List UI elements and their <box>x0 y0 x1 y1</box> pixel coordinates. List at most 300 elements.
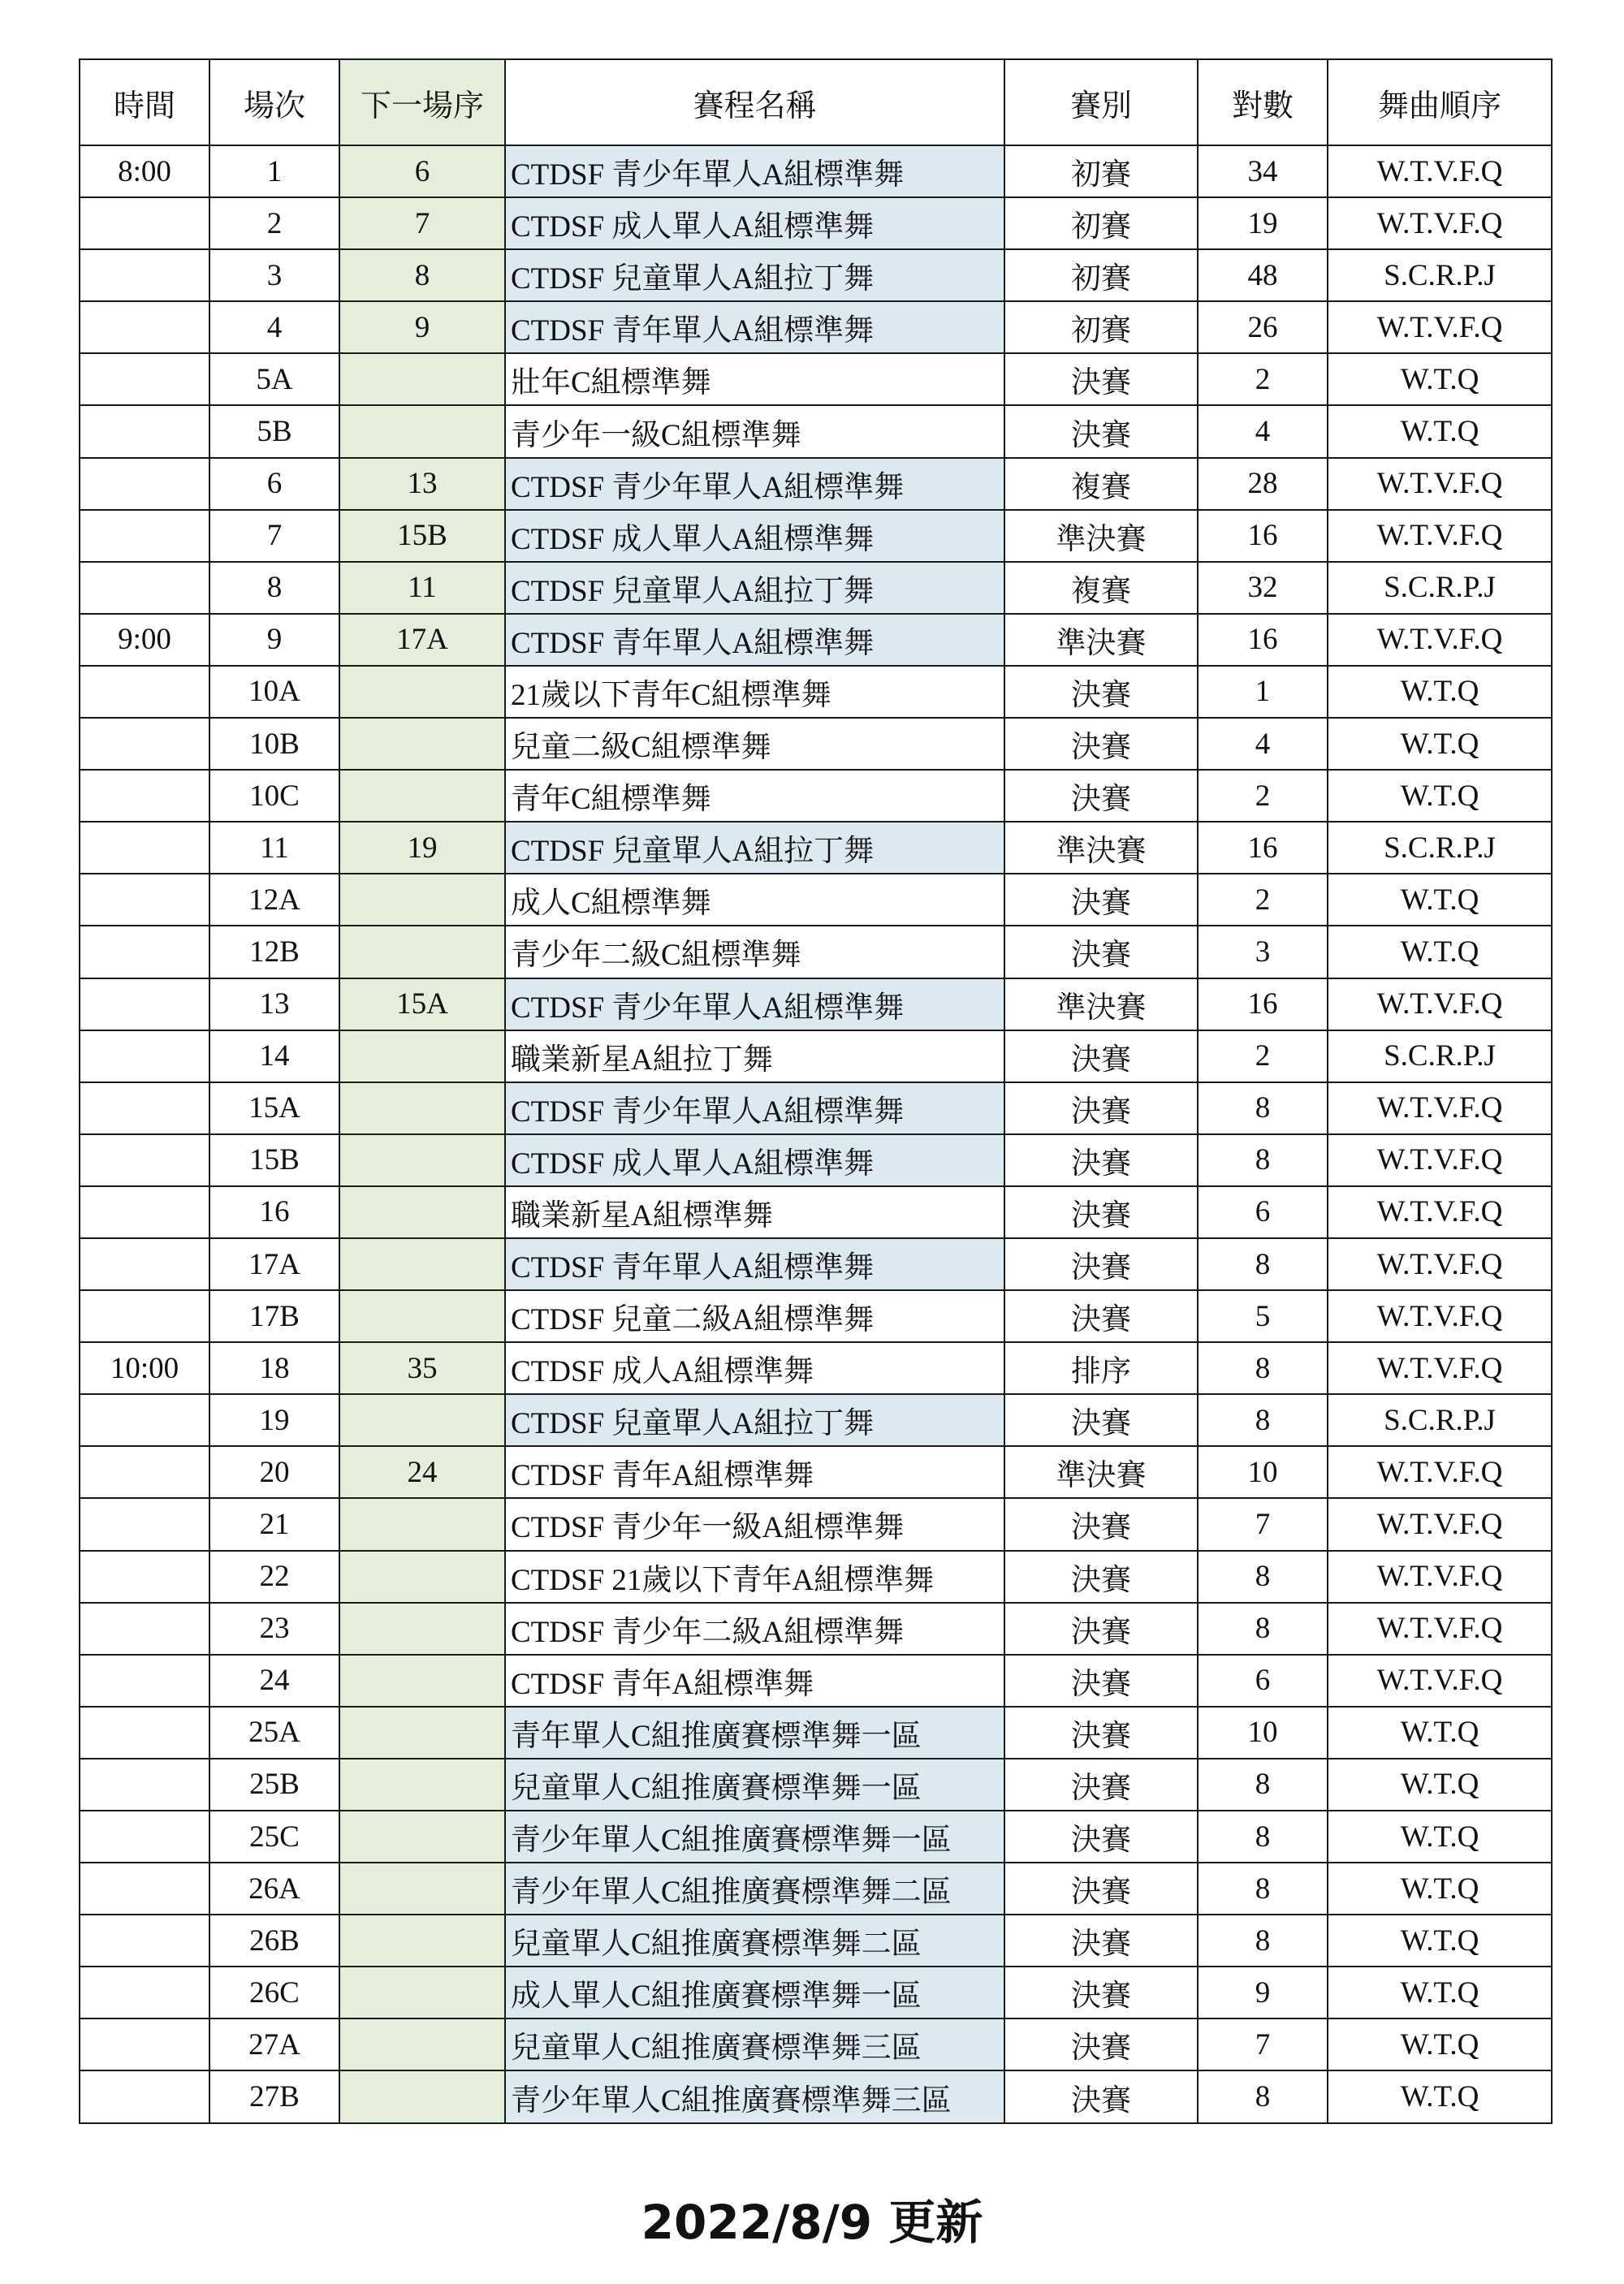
cell-next-session <box>339 1967 505 2018</box>
cell-event-name: 青少年單人C組推廣賽標準舞三區 <box>505 2070 1004 2122</box>
cell-pairs: 8 <box>1198 1342 1328 1394</box>
header-round: 賽別 <box>1004 59 1198 145</box>
cell-session: 2 <box>209 197 339 249</box>
cell-next-session: 13 <box>339 458 505 510</box>
table-row <box>80 666 1552 718</box>
cell-session: 4 <box>209 301 339 353</box>
cell-round: 決賽 <box>1004 1863 1198 1915</box>
cell-dance-order: W.T.Q <box>1328 1811 1552 1863</box>
cell-session: 17B <box>209 1290 339 1342</box>
table-row <box>80 718 1552 770</box>
cell-event-name: CTDSF 青年單人A組標準舞 <box>505 1238 1004 1290</box>
cell-next-session <box>339 874 505 926</box>
cell-session: 1 <box>209 145 339 197</box>
table-row <box>80 1707 1552 1759</box>
cell-time <box>80 1446 209 1498</box>
cell-round: 決賽 <box>1004 405 1198 457</box>
cell-session: 12B <box>209 926 339 978</box>
cell-time <box>80 1551 209 1603</box>
cell-session: 25C <box>209 1811 339 1863</box>
table-row <box>80 405 1552 457</box>
table-row <box>80 353 1552 405</box>
cell-next-session: 24 <box>339 1446 505 1498</box>
cell-pairs: 8 <box>1198 1082 1328 1134</box>
cell-next-session: 6 <box>339 145 505 197</box>
table-row <box>80 822 1552 874</box>
cell-session: 13 <box>209 978 339 1030</box>
cell-session: 24 <box>209 1655 339 1707</box>
cell-time <box>80 562 209 614</box>
cell-session: 27A <box>209 2018 339 2070</box>
cell-round: 準決賽 <box>1004 978 1198 1030</box>
header-row <box>80 59 1552 145</box>
header-next-session: 下一場序 <box>339 59 505 145</box>
table-row <box>80 1446 1552 1498</box>
cell-session: 20 <box>209 1446 339 1498</box>
cell-event-name: 成人單人C組推廣賽標準舞一區 <box>505 1967 1004 2018</box>
cell-next-session <box>339 1238 505 1290</box>
cell-session: 10B <box>209 718 339 770</box>
cell-round: 初賽 <box>1004 197 1198 249</box>
cell-next-session <box>339 1655 505 1707</box>
cell-round: 初賽 <box>1004 145 1198 197</box>
cell-dance-order: W.T.V.F.Q <box>1328 1446 1552 1498</box>
cell-event-name: 兒童二級C組標準舞 <box>505 718 1004 770</box>
table-row <box>80 1498 1552 1550</box>
cell-dance-order: W.T.V.F.Q <box>1328 145 1552 197</box>
cell-pairs: 16 <box>1198 510 1328 562</box>
cell-next-session: 19 <box>339 822 505 874</box>
table-row <box>80 1394 1552 1446</box>
cell-time: 9:00 <box>80 614 209 666</box>
table-row <box>80 197 1552 249</box>
cell-dance-order: W.T.Q <box>1328 353 1552 405</box>
cell-session: 5B <box>209 405 339 457</box>
table-row <box>80 1915 1552 1967</box>
cell-event-name: 青年單人C組推廣賽標準舞一區 <box>505 1707 1004 1759</box>
cell-dance-order: W.T.V.F.Q <box>1328 1238 1552 1290</box>
table-row <box>80 1863 1552 1915</box>
cell-dance-order: W.T.V.F.Q <box>1328 1134 1552 1186</box>
cell-pairs: 8 <box>1198 1811 1328 1863</box>
cell-session: 10A <box>209 666 339 718</box>
cell-pairs: 7 <box>1198 1498 1328 1550</box>
cell-pairs: 32 <box>1198 562 1328 614</box>
cell-time <box>80 405 209 457</box>
cell-pairs: 2 <box>1198 874 1328 926</box>
cell-round: 決賽 <box>1004 926 1198 978</box>
cell-dance-order: W.T.V.F.Q <box>1328 1551 1552 1603</box>
cell-pairs: 8 <box>1198 1759 1328 1811</box>
cell-next-session <box>339 1603 505 1655</box>
cell-round: 決賽 <box>1004 770 1198 822</box>
cell-round: 決賽 <box>1004 2070 1198 2122</box>
table-row <box>80 145 1552 197</box>
cell-dance-order: W.T.V.F.Q <box>1328 1342 1552 1394</box>
cell-next-session <box>339 718 505 770</box>
header-pairs: 對數 <box>1198 59 1328 145</box>
cell-round: 決賽 <box>1004 1967 1198 2018</box>
cell-time <box>80 822 209 874</box>
cell-dance-order: S.C.R.P.J <box>1328 1030 1552 1082</box>
cell-next-session <box>339 1394 505 1446</box>
cell-event-name: 成人C組標準舞 <box>505 874 1004 926</box>
cell-time <box>80 926 209 978</box>
cell-event-name: 職業新星A組標準舞 <box>505 1186 1004 1238</box>
cell-time <box>80 1915 209 1967</box>
cell-round: 準決賽 <box>1004 510 1198 562</box>
cell-time <box>80 718 209 770</box>
cell-pairs: 26 <box>1198 301 1328 353</box>
cell-round: 決賽 <box>1004 1811 1198 1863</box>
cell-next-session <box>339 1863 505 1915</box>
cell-time <box>80 874 209 926</box>
cell-dance-order: S.C.R.P.J <box>1328 562 1552 614</box>
cell-pairs: 9 <box>1198 1967 1328 2018</box>
cell-pairs: 8 <box>1198 1863 1328 1915</box>
cell-session: 27B <box>209 2070 339 2122</box>
cell-session: 23 <box>209 1603 339 1655</box>
header-event-name: 賽程名稱 <box>505 59 1004 145</box>
cell-time <box>80 666 209 718</box>
cell-round: 初賽 <box>1004 249 1198 301</box>
cell-round: 準決賽 <box>1004 822 1198 874</box>
cell-round: 決賽 <box>1004 666 1198 718</box>
cell-pairs: 6 <box>1198 1655 1328 1707</box>
cell-session: 15A <box>209 1082 339 1134</box>
cell-next-session <box>339 926 505 978</box>
update-date: 2022/8/9 更新 <box>641 2195 983 2250</box>
cell-time <box>80 249 209 301</box>
schedule-body <box>80 145 1552 2123</box>
cell-time <box>80 353 209 405</box>
table-row <box>80 926 1552 978</box>
table-row <box>80 510 1552 562</box>
cell-pairs: 16 <box>1198 822 1328 874</box>
cell-session: 25A <box>209 1707 339 1759</box>
cell-time: 8:00 <box>80 145 209 197</box>
cell-session: 5A <box>209 353 339 405</box>
cell-session: 3 <box>209 249 339 301</box>
cell-next-session <box>339 1498 505 1550</box>
cell-round: 決賽 <box>1004 1394 1198 1446</box>
cell-next-session: 11 <box>339 562 505 614</box>
cell-dance-order: S.C.R.P.J <box>1328 249 1552 301</box>
cell-event-name: CTDSF 成人單人A組標準舞 <box>505 510 1004 562</box>
cell-session: 9 <box>209 614 339 666</box>
cell-round: 決賽 <box>1004 1082 1198 1134</box>
cell-dance-order: W.T.V.F.Q <box>1328 614 1552 666</box>
cell-dance-order: W.T.V.F.Q <box>1328 1603 1552 1655</box>
cell-pairs: 10 <box>1198 1446 1328 1498</box>
cell-pairs: 6 <box>1198 1186 1328 1238</box>
table-row <box>80 249 1552 301</box>
schedule-table <box>79 58 1553 2124</box>
cell-next-session <box>339 1186 505 1238</box>
cell-event-name: CTDSF 青年A組標準舞 <box>505 1446 1004 1498</box>
cell-event-name: 壯年C組標準舞 <box>505 353 1004 405</box>
cell-time <box>80 1290 209 1342</box>
table-row <box>80 2018 1552 2070</box>
cell-event-name: 兒童單人C組推廣賽標準舞一區 <box>505 1759 1004 1811</box>
cell-dance-order: W.T.Q <box>1328 1915 1552 1967</box>
cell-round: 決賽 <box>1004 1655 1198 1707</box>
table-row <box>80 1134 1552 1186</box>
cell-event-name: 青少年一級C組標準舞 <box>505 405 1004 457</box>
cell-next-session <box>339 1915 505 1967</box>
cell-time <box>80 1394 209 1446</box>
cell-session: 6 <box>209 458 339 510</box>
cell-event-name: CTDSF 青年單人A組標準舞 <box>505 614 1004 666</box>
cell-dance-order: W.T.Q <box>1328 2018 1552 2070</box>
cell-dance-order: W.T.V.F.Q <box>1328 458 1552 510</box>
table-row <box>80 874 1552 926</box>
table-row <box>80 1967 1552 2018</box>
cell-pairs: 28 <box>1198 458 1328 510</box>
cell-next-session <box>339 1290 505 1342</box>
cell-round: 決賽 <box>1004 1290 1198 1342</box>
cell-next-session: 17A <box>339 614 505 666</box>
cell-next-session: 7 <box>339 197 505 249</box>
cell-next-session <box>339 1759 505 1811</box>
cell-round: 決賽 <box>1004 1238 1198 1290</box>
cell-round: 決賽 <box>1004 1498 1198 1550</box>
cell-next-session <box>339 1134 505 1186</box>
cell-pairs: 19 <box>1198 197 1328 249</box>
cell-time <box>80 1238 209 1290</box>
cell-next-session: 15B <box>339 510 505 562</box>
cell-session: 11 <box>209 822 339 874</box>
cell-pairs: 7 <box>1198 2018 1328 2070</box>
cell-event-name: CTDSF 青少年二級A組標準舞 <box>505 1603 1004 1655</box>
cell-dance-order: W.T.V.F.Q <box>1328 1655 1552 1707</box>
cell-dance-order: W.T.Q <box>1328 405 1552 457</box>
cell-session: 18 <box>209 1342 339 1394</box>
cell-dance-order: W.T.Q <box>1328 874 1552 926</box>
cell-event-name: CTDSF 成人單人A組標準舞 <box>505 197 1004 249</box>
cell-pairs: 2 <box>1198 1030 1328 1082</box>
cell-time <box>80 2018 209 2070</box>
cell-event-name: CTDSF 青少年單人A組標準舞 <box>505 458 1004 510</box>
cell-round: 決賽 <box>1004 353 1198 405</box>
cell-next-session <box>339 2018 505 2070</box>
cell-next-session <box>339 1551 505 1603</box>
cell-time <box>80 1186 209 1238</box>
cell-next-session <box>339 1707 505 1759</box>
cell-pairs: 16 <box>1198 978 1328 1030</box>
table-row <box>80 1238 1552 1290</box>
cell-event-name: CTDSF 青年單人A組標準舞 <box>505 301 1004 353</box>
table-row <box>80 1342 1552 1394</box>
cell-next-session <box>339 405 505 457</box>
cell-event-name: CTDSF 青少年單人A組標準舞 <box>505 978 1004 1030</box>
cell-pairs: 10 <box>1198 1707 1328 1759</box>
cell-round: 決賽 <box>1004 718 1198 770</box>
cell-next-session <box>339 770 505 822</box>
cell-event-name: 職業新星A組拉丁舞 <box>505 1030 1004 1082</box>
table-row <box>80 614 1552 666</box>
cell-pairs: 8 <box>1198 1394 1328 1446</box>
cell-round: 決賽 <box>1004 1707 1198 1759</box>
table-row <box>80 458 1552 510</box>
cell-time <box>80 510 209 562</box>
cell-time <box>80 1863 209 1915</box>
cell-event-name: CTDSF 成人A組標準舞 <box>505 1342 1004 1394</box>
cell-time <box>80 1811 209 1863</box>
cell-pairs: 48 <box>1198 249 1328 301</box>
cell-event-name: CTDSF 兒童二級A組標準舞 <box>505 1290 1004 1342</box>
cell-next-session <box>339 666 505 718</box>
cell-round: 決賽 <box>1004 1551 1198 1603</box>
table-row <box>80 562 1552 614</box>
cell-dance-order: W.T.Q <box>1328 666 1552 718</box>
cell-time <box>80 1030 209 1082</box>
cell-event-name: CTDSF 21歲以下青年A組標準舞 <box>505 1551 1004 1603</box>
cell-session: 25B <box>209 1759 339 1811</box>
cell-next-session <box>339 1811 505 1863</box>
cell-session: 14 <box>209 1030 339 1082</box>
cell-dance-order: W.T.Q <box>1328 1759 1552 1811</box>
cell-round: 複賽 <box>1004 562 1198 614</box>
cell-time <box>80 197 209 249</box>
cell-pairs: 8 <box>1198 2070 1328 2122</box>
cell-event-name: 青少年單人C組推廣賽標準舞一區 <box>505 1811 1004 1863</box>
cell-time <box>80 1603 209 1655</box>
cell-time <box>80 1655 209 1707</box>
cell-time <box>80 301 209 353</box>
cell-session: 8 <box>209 562 339 614</box>
cell-dance-order: W.T.V.F.Q <box>1328 1290 1552 1342</box>
cell-dance-order: W.T.Q <box>1328 1967 1552 2018</box>
cell-dance-order: W.T.V.F.Q <box>1328 510 1552 562</box>
cell-event-name: CTDSF 成人單人A組標準舞 <box>505 1134 1004 1186</box>
cell-session: 16 <box>209 1186 339 1238</box>
cell-event-name: CTDSF 青少年單人A組標準舞 <box>505 145 1004 197</box>
cell-round: 決賽 <box>1004 1759 1198 1811</box>
cell-dance-order: W.T.V.F.Q <box>1328 301 1552 353</box>
cell-dance-order: W.T.Q <box>1328 926 1552 978</box>
cell-event-name: CTDSF 青少年一級A組標準舞 <box>505 1498 1004 1550</box>
cell-round: 排序 <box>1004 1342 1198 1394</box>
table-row <box>80 1186 1552 1238</box>
cell-pairs: 8 <box>1198 1238 1328 1290</box>
cell-next-session: 9 <box>339 301 505 353</box>
table-row <box>80 2070 1552 2122</box>
table-row <box>80 1811 1552 1863</box>
cell-session: 12A <box>209 874 339 926</box>
table-row <box>80 770 1552 822</box>
cell-session: 26A <box>209 1863 339 1915</box>
cell-pairs: 5 <box>1198 1290 1328 1342</box>
cell-pairs: 1 <box>1198 666 1328 718</box>
cell-dance-order: W.T.V.F.Q <box>1328 978 1552 1030</box>
cell-time <box>80 1967 209 2018</box>
cell-round: 決賽 <box>1004 874 1198 926</box>
header-session: 場次 <box>209 59 339 145</box>
cell-session: 26B <box>209 1915 339 1967</box>
cell-round: 初賽 <box>1004 301 1198 353</box>
cell-session: 7 <box>209 510 339 562</box>
cell-time <box>80 1759 209 1811</box>
cell-round: 決賽 <box>1004 1915 1198 1967</box>
cell-next-session: 35 <box>339 1342 505 1394</box>
cell-round: 決賽 <box>1004 1030 1198 1082</box>
cell-event-name: 青年C組標準舞 <box>505 770 1004 822</box>
cell-next-session <box>339 353 505 405</box>
cell-event-name: CTDSF 青少年單人A組標準舞 <box>505 1082 1004 1134</box>
cell-session: 10C <box>209 770 339 822</box>
cell-next-session: 8 <box>339 249 505 301</box>
cell-next-session: 15A <box>339 978 505 1030</box>
cell-dance-order: W.T.Q <box>1328 1707 1552 1759</box>
cell-event-name: CTDSF 兒童單人A組拉丁舞 <box>505 562 1004 614</box>
table-row <box>80 1082 1552 1134</box>
cell-next-session <box>339 1082 505 1134</box>
cell-next-session <box>339 2070 505 2122</box>
cell-session: 26C <box>209 1967 339 2018</box>
cell-event-name: 21歲以下青年C組標準舞 <box>505 666 1004 718</box>
cell-round: 決賽 <box>1004 1134 1198 1186</box>
cell-event-name: CTDSF 兒童單人A組拉丁舞 <box>505 822 1004 874</box>
table-row <box>80 1030 1552 1082</box>
cell-time <box>80 1498 209 1550</box>
cell-pairs: 16 <box>1198 614 1328 666</box>
cell-session: 21 <box>209 1498 339 1550</box>
cell-pairs: 4 <box>1198 405 1328 457</box>
cell-round: 決賽 <box>1004 1603 1198 1655</box>
cell-round: 準決賽 <box>1004 1446 1198 1498</box>
table-row <box>80 978 1552 1030</box>
cell-pairs: 3 <box>1198 926 1328 978</box>
cell-dance-order: S.C.R.P.J <box>1328 822 1552 874</box>
cell-dance-order: W.T.V.F.Q <box>1328 197 1552 249</box>
cell-time <box>80 458 209 510</box>
cell-time <box>80 2070 209 2122</box>
cell-time <box>80 1134 209 1186</box>
header-time: 時間 <box>80 59 209 145</box>
cell-time: 10:00 <box>80 1342 209 1394</box>
cell-pairs: 2 <box>1198 770 1328 822</box>
table-row <box>80 1290 1552 1342</box>
cell-dance-order: W.T.V.F.Q <box>1328 1498 1552 1550</box>
cell-dance-order: W.T.V.F.Q <box>1328 1082 1552 1134</box>
cell-pairs: 8 <box>1198 1915 1328 1967</box>
cell-pairs: 34 <box>1198 145 1328 197</box>
cell-dance-order: W.T.Q <box>1328 770 1552 822</box>
cell-time <box>80 1082 209 1134</box>
cell-session: 22 <box>209 1551 339 1603</box>
cell-round: 準決賽 <box>1004 614 1198 666</box>
cell-dance-order: S.C.R.P.J <box>1328 1394 1552 1446</box>
cell-dance-order: W.T.Q <box>1328 718 1552 770</box>
cell-session: 15B <box>209 1134 339 1186</box>
cell-session: 17A <box>209 1238 339 1290</box>
cell-pairs: 4 <box>1198 718 1328 770</box>
cell-event-name: 兒童單人C組推廣賽標準舞三區 <box>505 2018 1004 2070</box>
cell-next-session <box>339 1030 505 1082</box>
cell-dance-order: W.T.V.F.Q <box>1328 1186 1552 1238</box>
cell-pairs: 8 <box>1198 1603 1328 1655</box>
table-row <box>80 1655 1552 1707</box>
cell-event-name: CTDSF 兒童單人A組拉丁舞 <box>505 249 1004 301</box>
cell-pairs: 8 <box>1198 1134 1328 1186</box>
cell-time <box>80 770 209 822</box>
header-dance-order: 舞曲順序 <box>1328 59 1552 145</box>
cell-time <box>80 1707 209 1759</box>
cell-event-name: CTDSF 青年A組標準舞 <box>505 1655 1004 1707</box>
cell-dance-order: W.T.Q <box>1328 1863 1552 1915</box>
cell-event-name: 兒童單人C組推廣賽標準舞二區 <box>505 1915 1004 1967</box>
